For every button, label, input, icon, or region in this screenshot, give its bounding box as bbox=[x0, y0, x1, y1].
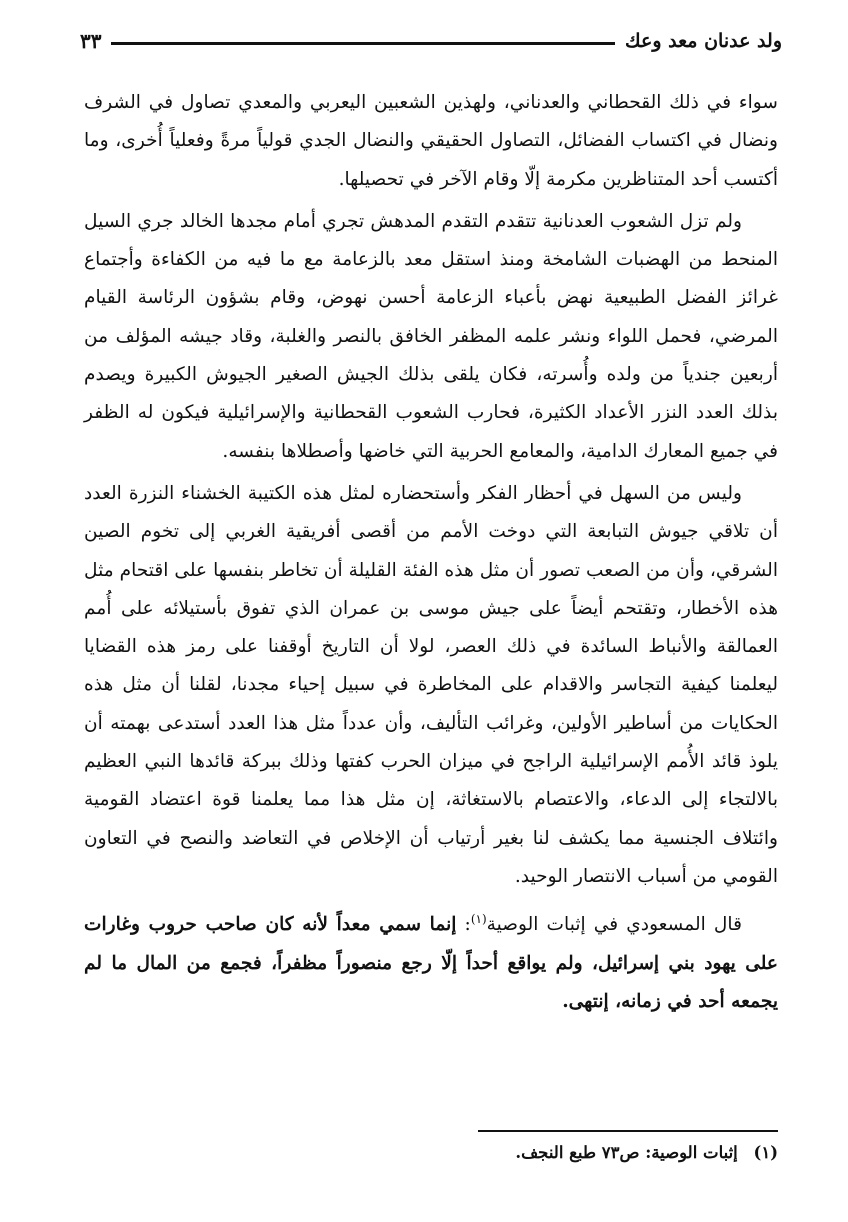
page-header bbox=[80, 26, 782, 56]
header-rule bbox=[111, 42, 615, 45]
paragraph: وليس من السهل في أحظار الفكر وأستحضاره لمثل هذه الكتيبة الخشناء النزرة العدد أن تلاقي جيوش التبابعة التي دوخت الأمم من أقصى أفريقية الغربي إلى تخوم الصين الشرقي، وأن من الصعب تصور أن مثل هذه الفئة القليلة أن تخاطر بنفسها على اقتحام مثل هذه الأخطار، وتقتحم أيضاً على جيش موسى بن عمران الذي تفوق بأستيلائه على أُمم العمالقة والأنباط السائدة في ذلك العصر، لولا أن التاريخ أوقفنا على رمز هذه القضايا ليعلمنا كيفية التجاسر والاقدام على المخاطرة في سبيل إحياء مجدنا، لقلنا أن مثل هذه الحكايات من أساطير الأولين، وغرائب التأليف، وأن عدداً مثل هذا العدد أستدعى بهمته أن يلوذ قائد الأُمم الإسرائيلية الراجح في ميزان الحرب كفتها وذلك ببركة قائدها النبي العظيم بالالتجاء إلى الدعاء، والاعتصام بالاستغاثة، إن مثل هذا مما يعلمنا قوة اعتضاد القومية وائتلاف الجنسية مما يكشف لنا بغير أرتياب أن الإخلاص في التعاضد والنصح في التعاون القومي من أسباب الانتصار الوحيد. bbox=[84, 482, 778, 887]
paragraph: سواء في ذلك القحطاني والعدناني، ولهذين الشعبين اليعربي والمعدي تصاول في الشرف ونضال في اكتساب الفضائل، التصاول الحقيقي والنضال الجدي قولياً مرةً وفعلياً أُخرى، وما أكتسب أحد المتناظرين مكرمة إلّا وقام الآخر في تحصيلها. bbox=[84, 92, 778, 190]
footnote-number: (١) bbox=[753, 1143, 778, 1162]
quote-paragraph: قال المسعودي في إثبات الوصية$^{(١)}$: إنما سمي معداً لأنه كان صاحب حروب وغارات على يهود بني إسرائيل، ولم يواقع أحداً إلّا رجع منصوراً مظفراً، فجمع من المال ما لم يجمعه أحد في زمانه، إنتهى. bbox=[84, 912, 778, 1013]
footnote bbox=[84, 1138, 778, 1168]
footnote-divider bbox=[478, 1130, 778, 1132]
footnote-text: إثبات الوصية: ص٧٣ طبع النجف. bbox=[515, 1143, 738, 1162]
quote-text: إنما سمي معداً لأنه كان صاحب حروب وغارات على يهود بني إسرائيل، ولم يواقع أحداً إلّا رجع منصوراً مظفراً، فجمع من المال ما لم يجمعه أحد في زمانه، إنتهى. bbox=[84, 914, 778, 1013]
body-text bbox=[84, 84, 778, 1025]
quote-intro: قال المسعودي في إثبات الوصية bbox=[486, 914, 742, 936]
running-title: ولد عدنان معد وعك bbox=[625, 30, 782, 52]
paragraph: ولم تزل الشعوب العدنانية تتقدم التقدم المدهش تجري أمام مجدها الخالد جري السيل المنحط من الهضبات الشامخة ومنذ استقل معد بالزعامة مع ما فيه من الكفاءة وأجتماع غرائز الفضل الطبيعية نهض بأعباء الزعامة أحسن نهوض، وقام بشؤون الرئاسة القيام المرضي، فحمل اللواء ونشر علمه المظفر الخافق بالنصر والغلبة، وقاد جيشه المؤلف من أربعين جندياً من ولده وأُسرته، فكان يلقى بذلك الجيش الصغير الجيوش الكبيرة ويصدم بذلك العدد النزر الأعداد الكثيرة، فحارب الشعوب القحطانية والإسرائيلية فيكون له الظفر في جميع المعارك الدامية، والمعامع الحربية التي خاضها وأصطلاها بنفسه. bbox=[84, 210, 778, 462]
footnote-reference[interactable]: (١) bbox=[470, 912, 487, 927]
page-number: ٣٣ bbox=[80, 29, 102, 53]
